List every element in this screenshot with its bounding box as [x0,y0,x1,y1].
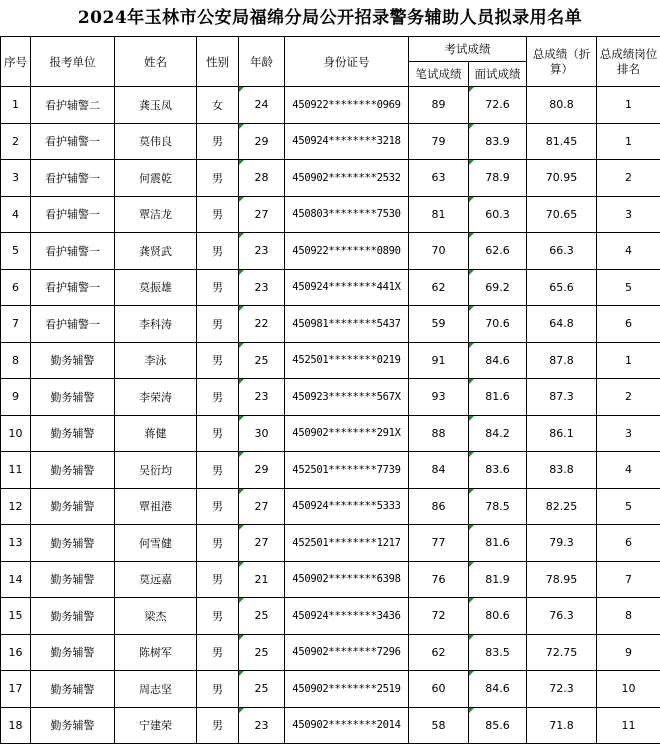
cell-age: 23 [239,269,285,306]
cell-unit: 勤务辅警 [31,598,115,635]
cell-name: 何震乾 [115,160,197,197]
header-id: 身份证号 [285,37,409,87]
cell-total-score: 71.8 [527,707,597,744]
cell-rank: 2 [597,379,660,416]
table-row [1,634,660,671]
cell-age: 25 [239,671,285,708]
cell-rank: 5 [597,488,660,525]
cell-age: 25 [239,342,285,379]
cell-name: 李泳 [115,342,197,379]
cell-seq: 1 [1,87,31,124]
cell-name: 李科涛 [115,306,197,343]
cell-written-score: 79 [409,123,469,160]
cell-interview-score: 84.6 [469,342,527,379]
cell-age: 27 [239,525,285,562]
cell-gender: 男 [197,269,239,306]
cell-rank: 3 [597,196,660,233]
cell-rank: 6 [597,306,660,343]
cell-seq: 13 [1,525,31,562]
cell-name: 龚玉凤 [115,87,197,124]
cell-id-number: 450902********7296 [285,634,409,671]
cell-unit: 勤务辅警 [31,671,115,708]
cell-total-score: 72.3 [527,671,597,708]
cell-age: 25 [239,634,285,671]
cell-rank: 2 [597,160,660,197]
cell-interview-score: 69.2 [469,269,527,306]
cell-seq: 10 [1,415,31,452]
cell-gender: 男 [197,160,239,197]
cell-gender: 男 [197,233,239,270]
cell-total-score: 70.65 [527,196,597,233]
cell-rank: 3 [597,415,660,452]
cell-total-score: 65.6 [527,269,597,306]
cell-name: 宁建荣 [115,707,197,744]
table-row [1,342,660,379]
cell-interview-score: 62.6 [469,233,527,270]
cell-seq: 8 [1,342,31,379]
header-rank: 总成绩岗位排名 [597,37,660,87]
cell-written-score: 62 [409,634,469,671]
cell-id-number: 450922********0969 [285,87,409,124]
cell-id-number: 450923********567X [285,379,409,416]
cell-seq: 4 [1,196,31,233]
cell-unit: 看护辅警一 [31,269,115,306]
cell-unit: 勤务辅警 [31,415,115,452]
cell-total-score: 78.95 [527,561,597,598]
cell-age: 22 [239,306,285,343]
cell-interview-score: 60.3 [469,196,527,233]
cell-unit: 看护辅警一 [31,196,115,233]
cell-written-score: 88 [409,415,469,452]
cell-written-score: 58 [409,707,469,744]
cell-rank: 5 [597,269,660,306]
cell-id-number: 450902********2014 [285,707,409,744]
cell-interview-score: 81.6 [469,525,527,562]
cell-age: 21 [239,561,285,598]
cell-gender: 男 [197,488,239,525]
header-written: 笔试成绩 [409,62,469,87]
cell-written-score: 59 [409,306,469,343]
cell-written-score: 77 [409,525,469,562]
cell-age: 30 [239,415,285,452]
cell-name: 莫振雄 [115,269,197,306]
cell-written-score: 81 [409,196,469,233]
cell-total-score: 87.3 [527,379,597,416]
cell-seq: 9 [1,379,31,416]
cell-interview-score: 80.6 [469,598,527,635]
cell-gender: 男 [197,306,239,343]
cell-unit: 看护辅警一 [31,233,115,270]
table-row [1,561,660,598]
cell-name: 梁杰 [115,598,197,635]
cell-name: 吴衍均 [115,452,197,489]
cell-rank: 9 [597,634,660,671]
cell-interview-score: 83.5 [469,634,527,671]
cell-unit: 勤务辅警 [31,561,115,598]
cell-id-number: 450981********5437 [285,306,409,343]
cell-age: 28 [239,160,285,197]
table-row [1,488,660,525]
cell-interview-score: 81.6 [469,379,527,416]
cell-unit: 勤务辅警 [31,342,115,379]
cell-id-number: 450924********3218 [285,123,409,160]
cell-gender: 男 [197,452,239,489]
header-name: 姓名 [115,37,197,87]
cell-age: 25 [239,598,285,635]
cell-id-number: 452501********7739 [285,452,409,489]
cell-unit: 看护辅警一 [31,123,115,160]
cell-interview-score: 85.6 [469,707,527,744]
cell-unit: 勤务辅警 [31,379,115,416]
page-title: 2024年玉林市公安局福绵分局公开招录警务辅助人员拟录用名单 [0,0,660,36]
cell-written-score: 70 [409,233,469,270]
cell-id-number: 450803********7530 [285,196,409,233]
cell-written-score: 93 [409,379,469,416]
cell-rank: 11 [597,707,660,744]
cell-total-score: 66.3 [527,233,597,270]
header-gender: 性别 [197,37,239,87]
cell-written-score: 89 [409,87,469,124]
table-row [1,379,660,416]
cell-id-number: 450902********2519 [285,671,409,708]
cell-name: 陈树军 [115,634,197,671]
cell-id-number: 450902********6398 [285,561,409,598]
table-row [1,452,660,489]
cell-interview-score: 83.6 [469,452,527,489]
cell-total-score: 79.3 [527,525,597,562]
cell-unit: 看护辅警一 [31,306,115,343]
cell-id-number: 450902********2532 [285,160,409,197]
table-row [1,123,660,160]
cell-interview-score: 83.9 [469,123,527,160]
cell-seq: 17 [1,671,31,708]
cell-written-score: 76 [409,561,469,598]
cell-written-score: 60 [409,671,469,708]
table-row [1,233,660,270]
cell-id-number: 450922********0890 [285,233,409,270]
table-row [1,415,660,452]
cell-seq: 11 [1,452,31,489]
cell-unit: 勤务辅警 [31,488,115,525]
table-row [1,598,660,635]
cell-age: 29 [239,123,285,160]
cell-gender: 男 [197,525,239,562]
cell-unit: 勤务辅警 [31,634,115,671]
cell-interview-score: 78.9 [469,160,527,197]
cell-seq: 16 [1,634,31,671]
cell-written-score: 72 [409,598,469,635]
cell-id-number: 450924********5333 [285,488,409,525]
cell-total-score: 64.8 [527,306,597,343]
cell-total-score: 87.8 [527,342,597,379]
cell-unit: 勤务辅警 [31,452,115,489]
cell-seq: 14 [1,561,31,598]
cell-gender: 男 [197,598,239,635]
cell-total-score: 81.45 [527,123,597,160]
cell-interview-score: 70.6 [469,306,527,343]
cell-rank: 7 [597,561,660,598]
cell-id-number: 450924********3436 [285,598,409,635]
cell-written-score: 84 [409,452,469,489]
cell-interview-score: 81.9 [469,561,527,598]
cell-written-score: 63 [409,160,469,197]
cell-total-score: 72.75 [527,634,597,671]
cell-gender: 男 [197,561,239,598]
table-row [1,306,660,343]
cell-rank: 4 [597,452,660,489]
cell-age: 23 [239,707,285,744]
cell-gender: 男 [197,342,239,379]
cell-name: 蒋健 [115,415,197,452]
header-exam: 考试成绩 [409,37,527,62]
header-seq: 序号 [1,37,31,87]
cell-id-number: 450902********291X [285,415,409,452]
cell-written-score: 91 [409,342,469,379]
cell-rank: 10 [597,671,660,708]
header-total: 总成绩（折算） [527,37,597,87]
cell-seq: 6 [1,269,31,306]
cell-id-number: 450924********441X [285,269,409,306]
cell-name: 何雪健 [115,525,197,562]
cell-rank: 1 [597,87,660,124]
cell-rank: 6 [597,525,660,562]
cell-interview-score: 84.6 [469,671,527,708]
cell-gender: 男 [197,415,239,452]
cell-seq: 12 [1,488,31,525]
cell-name: 李荣涛 [115,379,197,416]
table-row [1,525,660,562]
cell-age: 23 [239,233,285,270]
cell-gender: 男 [197,123,239,160]
cell-age: 24 [239,87,285,124]
cell-written-score: 86 [409,488,469,525]
cell-gender: 男 [197,707,239,744]
cell-rank: 1 [597,342,660,379]
header-age: 年龄 [239,37,285,87]
cell-gender: 女 [197,87,239,124]
cell-seq: 3 [1,160,31,197]
cell-seq: 7 [1,306,31,343]
cell-total-score: 83.8 [527,452,597,489]
table-row [1,671,660,708]
cell-name: 周志坚 [115,671,197,708]
cell-written-score: 62 [409,269,469,306]
cell-total-score: 70.95 [527,160,597,197]
results-table [0,36,660,744]
cell-age: 29 [239,452,285,489]
header-unit: 报考单位 [31,37,115,87]
cell-age: 23 [239,379,285,416]
cell-seq: 18 [1,707,31,744]
cell-interview-score: 78.5 [469,488,527,525]
cell-name: 龚贤武 [115,233,197,270]
cell-seq: 5 [1,233,31,270]
cell-name: 莫远嘉 [115,561,197,598]
header-interview: 面试成绩 [469,62,527,87]
cell-unit: 勤务辅警 [31,707,115,744]
table-row [1,87,660,124]
cell-name: 莫伟良 [115,123,197,160]
cell-rank: 4 [597,233,660,270]
table-row [1,269,660,306]
cell-gender: 男 [197,379,239,416]
table-row [1,160,660,197]
cell-gender: 男 [197,634,239,671]
cell-name: 覃洁龙 [115,196,197,233]
cell-total-score: 86.1 [527,415,597,452]
cell-total-score: 80.8 [527,87,597,124]
cell-age: 27 [239,196,285,233]
cell-rank: 8 [597,598,660,635]
cell-gender: 男 [197,196,239,233]
cell-interview-score: 84.2 [469,415,527,452]
cell-unit: 看护辅警二 [31,87,115,124]
cell-id-number: 452501********1217 [285,525,409,562]
cell-rank: 1 [597,123,660,160]
cell-unit: 勤务辅警 [31,525,115,562]
cell-unit: 看护辅警一 [31,160,115,197]
cell-total-score: 76.3 [527,598,597,635]
cell-seq: 2 [1,123,31,160]
cell-age: 27 [239,488,285,525]
cell-interview-score: 72.6 [469,87,527,124]
cell-id-number: 452501********0219 [285,342,409,379]
table-row [1,196,660,233]
cell-gender: 男 [197,671,239,708]
cell-seq: 15 [1,598,31,635]
cell-name: 覃祖港 [115,488,197,525]
cell-total-score: 82.25 [527,488,597,525]
table-row [1,707,660,744]
